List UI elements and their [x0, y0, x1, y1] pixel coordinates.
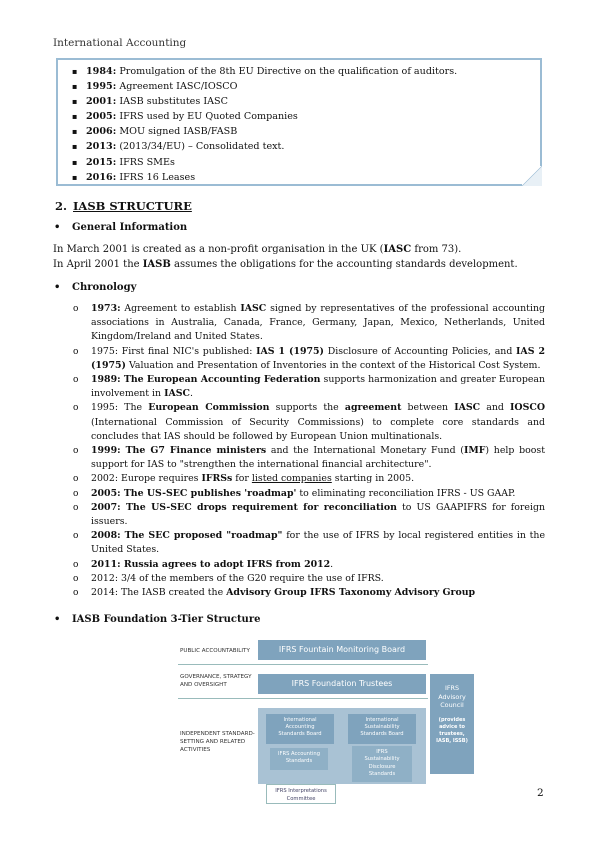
- list-item: o 2007: The US-SEC drops requirement for reconciliation to US GAAPIFRS for foreign issuers.: [73, 501, 545, 528]
- chronology-heading: • Chronology: [54, 282, 137, 293]
- section-number: 2.: [55, 199, 68, 213]
- foundation-diagram: [172, 636, 477, 804]
- row-label-public-accountability: PUBLIC ACCOUNTABILITY: [180, 648, 250, 654]
- row-label-governance: GOVERNANCE, STRATEGY AND OVERSIGHT: [180, 674, 252, 688]
- list-item: o 2011: Russia agrees to adopt IFRS from 2012.: [73, 558, 334, 570]
- page-curl-decoration: [522, 166, 542, 186]
- list-item: ▪ 2006: MOU signed IASB/FASB: [72, 126, 238, 138]
- row-label-standard-setting: INDEPENDENT STANDARD- SETTING AND RELATED ACTIVITIES: [180, 731, 255, 753]
- advisory-council-block: IFRS Advisory Council (provides advice to trustees, IASB, ISSB): [430, 674, 474, 774]
- foundation-heading: • IASB Foundation 3-Tier Structure: [54, 614, 261, 625]
- list-item: o 1973: Agreement to establish IASC signed by representatives of the professional accounting associations in Australia, Canada, France, Germany, Japan, Mexico, Netherlands, United Kingdom/Ireland and United States.: [73, 303, 545, 343]
- bullet-icon: •: [54, 614, 61, 625]
- running-header: International Accounting: [53, 37, 187, 49]
- list-item: o 2008: The SEC proposed "roadmap" for the use of IFRS by local registered entities in the United States.: [73, 530, 545, 556]
- sustainability-standards-block: IFRS Sustainability Disclosure Standards: [352, 746, 412, 782]
- list-item: o 1995: The European Commission supports the agreement between IASC and IOSCO (International Commission of Security Commissions) to complete core standards and concludes that IAS should be followed by European Union multinationals.: [73, 402, 545, 442]
- list-item: ▪ 2015: IFRS SMEs: [72, 156, 175, 168]
- chronology-list: [73, 302, 545, 600]
- list-item: ▪ 1984: Promulgation of the 8th EU Directive on the qualification of auditors.: [72, 66, 458, 77]
- list-item: o 1989: The European Accounting Federation supports harmonization and greater European involvement in IASC.: [73, 374, 545, 400]
- general-paragraph-1: In March 2001 is created as a non-profit organisation in the UK (IASC from 73).: [53, 244, 462, 255]
- list-item: o 2012: 3/4 of the members of the G20 require the use of IFRS.: [73, 572, 384, 584]
- accounting-standards-block: IFRS Accounting Standards: [270, 748, 328, 770]
- list-item: ▪ 2005: IFRS used by EU Quoted Companies: [72, 111, 298, 123]
- general-info-heading: • General Information: [54, 222, 188, 233]
- general-paragraph-2: In April 2001 the IASB assumes the obligations for the accounting standards development.: [53, 259, 518, 270]
- milestones-list: [72, 64, 457, 185]
- issb-block: International Sustainability Standards Board: [348, 714, 416, 744]
- monitoring-board-block: IFRS Fountain Monitoring Board: [258, 640, 426, 660]
- milestones-box: [56, 58, 542, 186]
- row-divider: [178, 664, 428, 665]
- row-divider: [178, 698, 428, 699]
- interpretations-committee-block: IFRS Interpretations Committee: [266, 784, 336, 804]
- list-item: ▪ 1995: Agreement IASC/IOSCO: [72, 81, 238, 93]
- section-heading: [55, 199, 192, 213]
- page-number: 2: [537, 787, 544, 799]
- section-title: IASB STRUCTURE: [73, 199, 192, 213]
- iasb-block: International Accounting Standards Board: [266, 714, 334, 744]
- trustees-block: IFRS Foundation Trustees: [258, 674, 426, 694]
- list-item: o 2005: The US-SEC publishes 'roadmap' to eliminating reconciliation IFRS - US GAAP.: [73, 487, 516, 499]
- list-item: ▪ 2013: (2013/34/EU) – Consolidated text.: [72, 141, 285, 153]
- list-item: ▪ 2016: IFRS 16 Leases: [72, 171, 196, 183]
- list-item: o 2002: Europe requires IFRSs for listed companies starting in 2005.: [73, 473, 415, 485]
- list-item: o 1975: First final NIC's published: IAS 1 (1975) Disclosure of Accounting Policies, and IAS 2 (1975) Valuation and Presentation of Inventories in the context of the Historical Cost System.: [73, 345, 545, 371]
- list-item: ▪ 2001: IASB substitutes IASC: [72, 96, 228, 108]
- bullet-icon: •: [54, 222, 61, 233]
- list-item: o 2014: The IASB created the Advisory Group IFRS Taxonomy Advisory Group: [73, 587, 476, 599]
- list-item: o 1999: The G7 Finance ministers and the International Monetary Fund (IMF) help boost support for IAS to "strengthen the international financial architecture".: [73, 445, 545, 471]
- bullet-icon: •: [54, 282, 61, 293]
